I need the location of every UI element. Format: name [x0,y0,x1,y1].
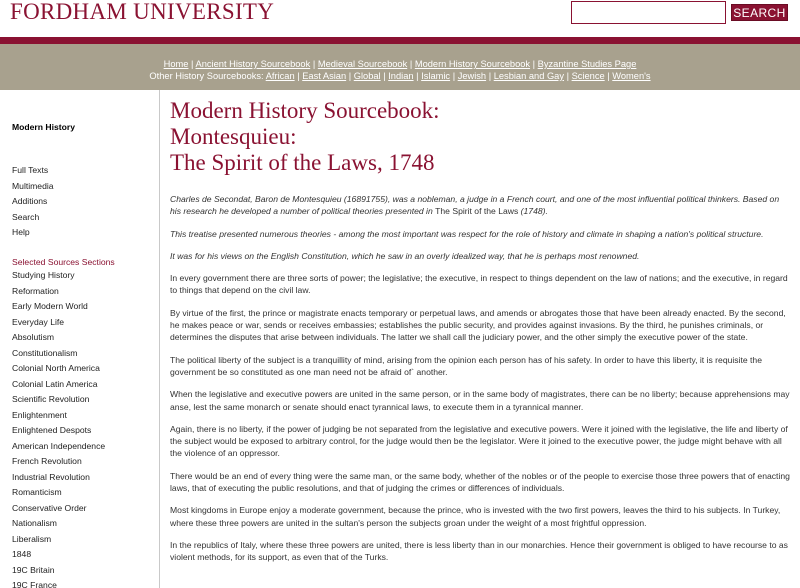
sidebar-source-item[interactable]: Liberalism [12,533,52,544]
nav-link-east-asian[interactable]: East Asian [302,71,347,81]
sidebar-item-help[interactable]: Help [12,227,30,237]
body-paragraph: Most kingdoms in Europe enjoy a moderate government, because the prince, who is invested with the two first powers, leaves the third to his subjects. In Turkey, where these three powers are united in the sultan's person the subjects groan under the weight of a most frightful oppression. [170,505,781,528]
title-line: Montesquieu: [170,124,297,149]
sidebar-source-item[interactable]: Reformation [12,285,59,296]
nav-link-islamic[interactable]: Islamic [421,71,451,81]
nav-other-label: Other History Sourcebooks: [149,71,266,81]
sidebar-item-full-texts[interactable]: Full Texts [12,165,49,175]
sidebar-source-item[interactable]: Early Modern World [12,301,88,311]
sidebar-source-item[interactable]: Colonial North America [12,363,100,373]
sidebar-section-label: Selected Sources Sections [12,257,115,267]
header [0,0,800,37]
sidebar-item-multimedia[interactable]: Multimedia [12,180,54,191]
sidebar-source-item[interactable]: 19C Britain [12,564,55,575]
sidebar-source-item[interactable]: Enlightenment [12,409,67,420]
nav-link-ancient[interactable]: Ancient History Sourcebook [195,59,311,69]
sidebar-item-search[interactable]: Search [12,211,40,222]
body-paragraph: Again, there is no liberty, if the power of judging be not separated from the legislative and executive powers. Were it joined with the legislative, the life and liberty of the subject would be exposed to arbitrary control, for the judge would then be the legislator. Were it joined to the executive power, the judge might behave with all the violence of an oppressor. [170,423,788,459]
nav-row-main: Home | Ancient History Sourcebook | Medieval Sourcebook | Modern History Sourcebook | Byzantine Studies Page [163,59,637,69]
sidebar-source-item[interactable]: French Revolution [12,456,82,466]
nav-link-lesbian-gay[interactable]: Lesbian and Gay [493,71,564,81]
nav-link-medieval[interactable]: Medieval Sourcebook [317,59,408,69]
sidebar-source-item[interactable]: 1848 [12,549,32,559]
intro-paragraph: This treatise presented numerous theories - among the most important was respect for the role of history and climate in shaping a nation's political structure. [170,228,764,239]
header-divider [0,37,800,44]
sidebar-source-item[interactable]: Romanticism [12,487,62,497]
nav-link-global[interactable]: Global [353,71,381,81]
page-title [170,98,792,176]
nav-link-indian[interactable]: Indian [388,71,414,81]
nav-link-african[interactable]: African [265,71,295,81]
main-content [170,98,792,564]
nav-link-home[interactable]: Home [163,59,189,69]
body-paragraph: By virtue of the first, the prince or magistrate enacts temporary or perpetual laws, and amends or abrogates those that have been already enacted. By the second, he makes peace or war, sends or receives embassies; establishes the public security, and provides against invasions. By the third, he punishes criminals, or determines the disputes that arise between individuals. The latter we shall call the judiciary power, and the other simply the executive power of the state. [170,307,786,343]
intro-paragraph: It was for his views on the English Constitution, which he saw in an overly idealized way, that he is perhaps most renowned. [170,250,640,261]
sourcebook-nav [0,44,800,90]
sidebar-title[interactable]: Modern History [12,122,76,132]
sidebar-source-item[interactable]: Nationalism [12,518,57,528]
body-paragraph: The political liberty of the subject is a tranquillity of mind, arising from the opinion each person has of his safety. In order to have this liberty, it is requisite the government be so constituted as one man need not be afraid of` another. [170,354,762,377]
sidebar-source-item[interactable]: 19C France [12,580,57,588]
nav-link-byzantine[interactable]: Byzantine Studies Page [537,59,637,69]
nav-link-womens[interactable]: Women's [612,71,651,81]
body-paragraph: When the legislative and executive powers are united in the same person, or in the same body of magistrates, there can be no liberty; because apprehensions may anse, lest the same monarch or senate should enact tyrannical laws, to execute them in a tyrannical manner. [170,389,790,412]
sidebar-item-additions[interactable]: Additions [12,196,48,206]
sidebar-source-item[interactable]: Enlightened Despots [12,425,92,435]
nav-link-jewish[interactable]: Jewish [457,71,487,81]
sidebar-source-item[interactable]: Absolutism [12,332,55,342]
nav-link-science[interactable]: Science [571,71,605,81]
body-paragraph: There would be an end of every thing were the same man, or the same body, whether of the nobles or of the people to exercise those three powers that of enacting laws, that of executing the public resolutions, and that of judging the crimes or differences of individuals. [170,470,790,494]
title-line: Modern History Sourcebook: [170,98,440,123]
nav-row-other: Other History Sourcebooks: African | East Asian | Global | Indian | Islamic | Jewish | Lesbian and Gay | Science | Women's [149,71,651,81]
sidebar-source-item[interactable]: Scientific Revolution [12,394,90,404]
fordham-logo[interactable]: FORDHAM UNIVERSITY [10,0,275,24]
book-title: The Spirit of the Laws [435,206,519,217]
sidebar-source-item[interactable]: Studying History [12,270,75,280]
sidebar-source-item[interactable]: Constitutionalism [12,347,78,358]
sidebar-source-item[interactable]: Colonial Latin America [12,378,98,389]
sidebar [0,90,160,588]
sidebar-source-item[interactable]: Conservative Order [12,502,87,513]
search-input[interactable] [571,1,726,24]
intro-paragraph: Charles de Secondat, Baron de Montesquieu (16891755), was a nobleman, a judge in a French court, and one of the most influential political thinkers. Based on his research he developed a number of political theories presented in The Spirit of the Laws (1748). [170,194,780,217]
sidebar-source-item[interactable]: Everyday Life [12,316,65,327]
title-line: The Spirit of the Laws, 1748 [170,150,435,175]
nav-link-modern[interactable]: Modern History Sourcebook [414,59,531,69]
sidebar-links [12,163,54,241]
body-paragraph: In the republics of Italy, where these three powers are united, there is less liberty than in our monarchies. Hence their government is obliged to have recourse to as violent methods, for its support, as even that of the Turks. [170,539,788,563]
sidebar-source-item[interactable]: Industrial Revolution [12,471,90,482]
sidebar-sources [12,268,105,588]
body-paragraph: In every government there are three sorts of power; the legislative; the executive, in respect to things dependent on the law of nations; and the executive, in regard to things that depend on the civil law. [170,273,788,296]
search-button[interactable]: SEARCH [731,4,788,21]
sidebar-source-item[interactable]: American Independence [12,440,106,451]
